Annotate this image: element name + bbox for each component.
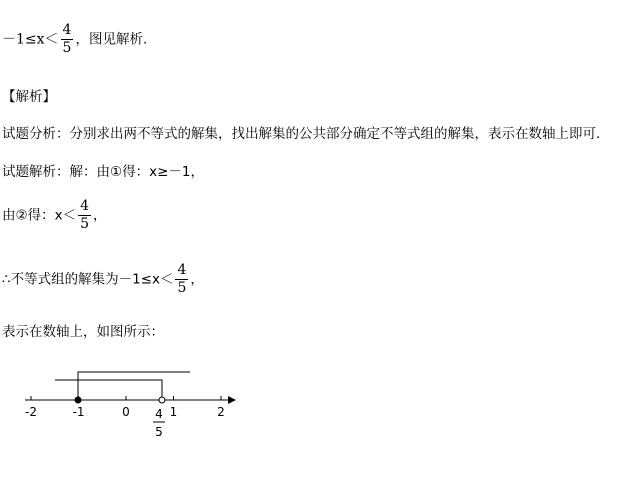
tick-label: -1 xyxy=(72,405,85,419)
axis-arrow-icon xyxy=(228,396,236,404)
tick-label: 0 xyxy=(122,405,130,419)
answer-prefix: －1≤x＜ xyxy=(2,31,59,48)
open-point xyxy=(159,397,165,403)
section-heading: 【解析】 xyxy=(2,89,56,105)
tick-label: 1 xyxy=(169,405,178,419)
range-line-x-ge-minus-1 xyxy=(78,372,190,400)
conclusion-fraction-denominator: 5 xyxy=(177,280,187,296)
display-text: 表示在数轴上，如图所示： xyxy=(2,324,164,340)
open-point-label-denominator: 5 xyxy=(155,425,163,439)
analysis-text: 试题分析：分别求出两不等式的解集，找出解集的公共部分确定不等式组的解集，表示在数轴上即可． xyxy=(2,126,610,142)
conclusion-fraction-numerator: 4 xyxy=(177,262,187,278)
answer-suffix: ，图见解析. xyxy=(75,31,148,48)
answer-fraction-numerator: 4 xyxy=(62,22,72,38)
tick-label: 2 xyxy=(217,405,225,419)
axis-ticks xyxy=(25,396,225,419)
range-line-x-lt-four-fifths xyxy=(55,380,162,400)
step2-fraction-denominator: 5 xyxy=(80,216,90,232)
solution-line: 试题解析：解：由①得：x≥－1， xyxy=(2,164,204,180)
closed-point xyxy=(75,397,81,403)
step2-suffix: ， xyxy=(93,207,107,224)
step2-fraction-numerator: 4 xyxy=(80,198,90,214)
step2-prefix: 由②得：x＜ xyxy=(2,207,77,224)
conclusion-suffix: ， xyxy=(190,271,204,288)
answer-fraction-denominator: 5 xyxy=(62,40,72,56)
conclusion-prefix: ∴不等式组的解集为－1≤x＜ xyxy=(2,271,174,288)
open-point-label-numerator: 4 xyxy=(155,407,163,421)
tick-label: -2 xyxy=(25,405,37,419)
